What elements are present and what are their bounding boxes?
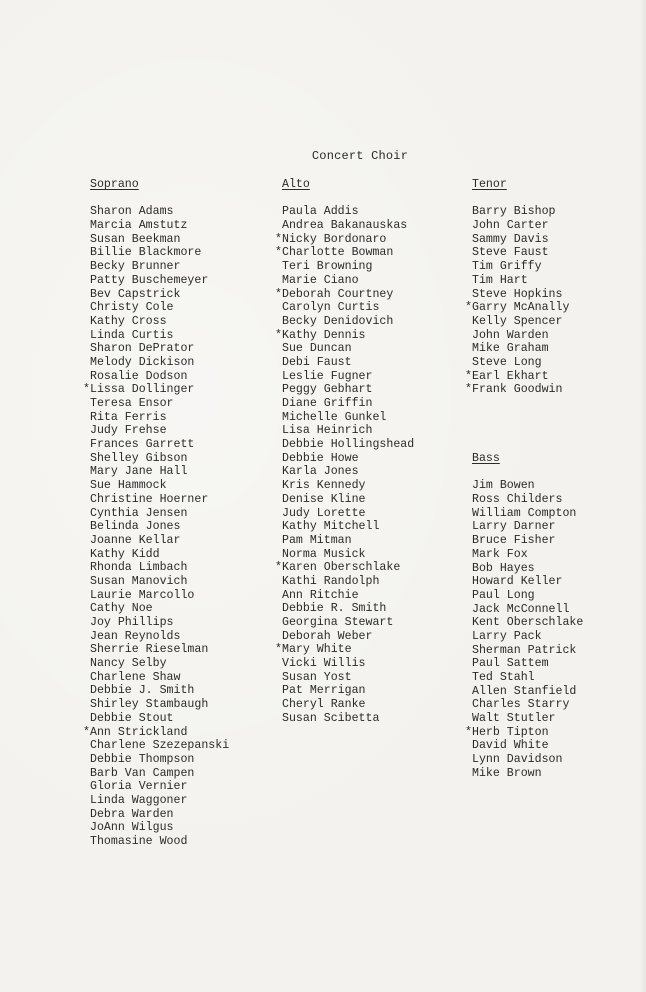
choir-member: Ross Childers [472,493,563,507]
choir-member: Melody Dickison [90,355,195,369]
choir-member: *Frank Goodwin [465,383,563,397]
member-name: Frank Goodwin [472,383,563,397]
soprano-heading: Soprano [90,178,139,191]
choir-member: Sue Hammock [90,479,167,493]
soprano-list [83,205,230,848]
choir-member: Rhonda Limbach [90,561,188,575]
choir-member: David White [472,739,549,753]
choir-member: Mike Brown [472,766,542,780]
choir-member: Diane Griffin [282,397,373,410]
choir-member: Jim Bowen [472,479,535,493]
choir-member: Joanne Kellar [90,533,181,547]
choir-member: Michelle Gunkel [282,410,387,424]
choir-member: Debbie Thompson [90,752,195,766]
choir-member: Kent Oberschlake [472,616,584,630]
member-name: Deborah Courtney [282,287,394,301]
choir-member: Tim Griffy [472,260,542,274]
choir-member: Linda Waggoner [90,793,188,807]
alto-heading: Alto [282,178,310,191]
choir-member: *Mary White [275,643,352,657]
choir-member: Lisa Heinrich [282,424,373,438]
choir-member: Christy Cole [90,301,174,315]
choir-member: Bev Capstrick [90,287,181,301]
choir-member: Debi Faust [282,355,352,369]
choir-member: Debbie R. Smith [282,602,387,616]
choir-member: Pat Merrigan [282,684,366,698]
bass-heading: Bass [472,452,500,465]
choir-member: Howard Keller [472,575,563,589]
choir-member: Steve Hopkins [472,287,563,301]
choir-member: Sharon DePrator [90,342,195,356]
choir-member: Mark Fox [472,547,528,561]
choir-member: *Lissa Dollinger [83,383,195,397]
choir-member: Paul Long [472,588,535,602]
choir-member: Kris Kennedy [282,479,366,493]
choir-member: JoAnn Wilgus [90,821,174,835]
choir-member: Charlene Shaw [90,670,181,684]
choir-member: Laurie Marcollo [90,588,195,602]
choir-member: Vicki Willis [282,657,366,671]
choir-member: Billie Blackmore [90,246,202,260]
choir-member: *Karen Oberschlake [275,561,401,575]
choir-member: Joy Phillips [90,616,174,629]
choir-member: Jack McConnell [472,602,570,616]
choir-member: Steve Long [472,355,542,369]
choir-member: Patty Buschemeyer [90,273,209,287]
choir-member: *Herb Tipton [465,725,549,739]
choir-member: *Kathy Dennis [275,328,366,342]
choir-member: Steve Faust [472,246,549,260]
choir-member: *Earl Ekhart [465,369,549,383]
choir-member: Teresa Ensor [90,397,174,410]
choir-member: Becky Denidovich [282,314,394,328]
choir-member: Andrea Bakanauskas [282,219,408,233]
choir-member: Cynthia Jensen [90,506,188,520]
choir-member: Larry Darner [472,520,556,534]
choir-member: Belinda Jones [90,520,181,534]
choir-member: Allen Stanfield [472,684,577,698]
choir-member: Barry Bishop [472,205,556,219]
choir-member: Leslie Fugner [282,369,373,383]
choir-member: Susan Manovich [90,574,188,588]
choir-member: Teri Browning [282,260,373,274]
choir-member: Charlene Szezepanski [90,739,230,753]
choir-member: Kathy Mitchell [282,520,380,534]
member-name: Charlotte Bowman [282,246,394,260]
choir-member: Susan Beekman [90,232,181,246]
tenor-list [465,205,570,397]
choir-member: Marie Ciano [282,273,359,287]
choir-member: Sammy Davis [472,232,549,246]
member-name: Nicky Bordonaro [282,232,387,246]
choir-member: Debra Warden [90,807,174,821]
choir-member: Ted Stahl [472,671,535,684]
choir-member: Debbie Howe [282,451,359,465]
soprano-column [83,178,230,849]
alto-list [275,205,415,725]
choir-member: Thomasine Wood [90,835,188,848]
choir-member: Tim Hart [472,273,528,287]
choir-member: Kathy Cross [90,314,167,328]
choir-member: Rita Ferris [90,410,167,424]
choir-member: Gloria Vernier [90,780,188,794]
choir-member: Paula Addis [282,205,359,219]
choir-member: Kathi Randolph [282,574,380,588]
page-title: Concert Choir [311,149,409,163]
choir-member: Marcia Amstutz [90,219,188,233]
choir-member: Bob Hayes [472,561,535,575]
choir-member: *Garry McAnally [465,301,570,315]
bass-list [465,479,584,780]
choir-member: Susan Scibetta [282,711,380,725]
choir-member: Linda Curtis [90,328,174,342]
choir-member: Sherrie Rieselman [90,643,209,657]
tenor-column [465,178,570,397]
choir-member: *Ann Strickland [83,725,188,739]
member-name: Kathy Dennis [282,328,366,342]
choir-member: Bruce Fisher [472,534,556,548]
choir-member: Ann Ritchie [282,588,359,602]
tenor-heading: Tenor [472,178,507,191]
choir-member: Debbie J. Smith [90,684,195,698]
choir-member: Susan Yost [282,670,352,684]
choir-member: Lynn Davidson [472,753,563,767]
choir-member: Rosalie Dodson [90,369,188,383]
member-name: Karen Oberschlake [282,561,401,575]
member-name: Mary White [282,643,352,657]
choir-member: Sherman Patrick [472,643,577,657]
choir-member: Judy Lorette [282,506,366,520]
choir-member: Walt Stutler [472,712,556,726]
choir-member: Judy Frehse [90,424,167,438]
choir-member: Becky Brunner [90,260,181,274]
choir-member: Debbie Stout [90,711,174,725]
choir-member: Christine Hoerner [90,492,209,506]
choir-member: Nancy Selby [90,657,167,671]
member-name: Ann Strickland [90,725,188,739]
bass-column [465,452,584,781]
choir-member: William Compton [472,506,577,520]
choir-member: Charles Starry [472,698,570,712]
choir-member: Georgina Stewart [282,616,394,629]
choir-member: Cheryl Ranke [282,698,366,712]
choir-member: Denise Kline [282,492,366,506]
choir-member: Frances Garrett [90,438,195,452]
choir-member: *Charlotte Bowman [275,246,394,260]
choir-member: Jean Reynolds [90,629,181,643]
choir-member: Kathy Kidd [90,547,160,561]
choir-member: Kelly Spencer [472,314,563,328]
choir-member: Sue Duncan [282,342,352,356]
member-name: Garry McAnally [472,301,570,315]
choir-member: Mike Graham [472,342,549,356]
choir-member: Mary Jane Hall [90,465,188,479]
choir-member: Barb Van Campen [90,766,195,780]
member-name: Herb Tipton [472,725,549,739]
choir-member: Shelley Gibson [90,451,188,465]
choir-member: Sharon Adams [90,205,174,219]
alto-column [275,178,415,726]
choir-member: John Warden [472,328,549,342]
member-name: Lissa Dollinger [90,383,195,397]
choir-member: *Nicky Bordonaro [275,232,387,246]
choir-member: Pam Mitman [282,533,352,547]
member-name: Earl Ekhart [472,369,549,383]
choir-member: Paul Sattem [472,657,549,671]
choir-member: Carolyn Curtis [282,301,380,315]
choir-member: John Carter [472,219,549,233]
choir-member: Shirley Stambaugh [90,698,209,712]
choir-member: Debbie Hollingshead [282,438,415,452]
choir-member: Karla Jones [282,465,359,479]
choir-member: Norma Musick [282,547,366,561]
choir-member: Peggy Gebhart [282,383,373,397]
choir-member: Larry Pack [472,629,542,643]
choir-member: *Deborah Courtney [275,287,394,301]
choir-member: Deborah Weber [282,629,373,643]
choir-member: Cathy Noe [90,602,153,616]
